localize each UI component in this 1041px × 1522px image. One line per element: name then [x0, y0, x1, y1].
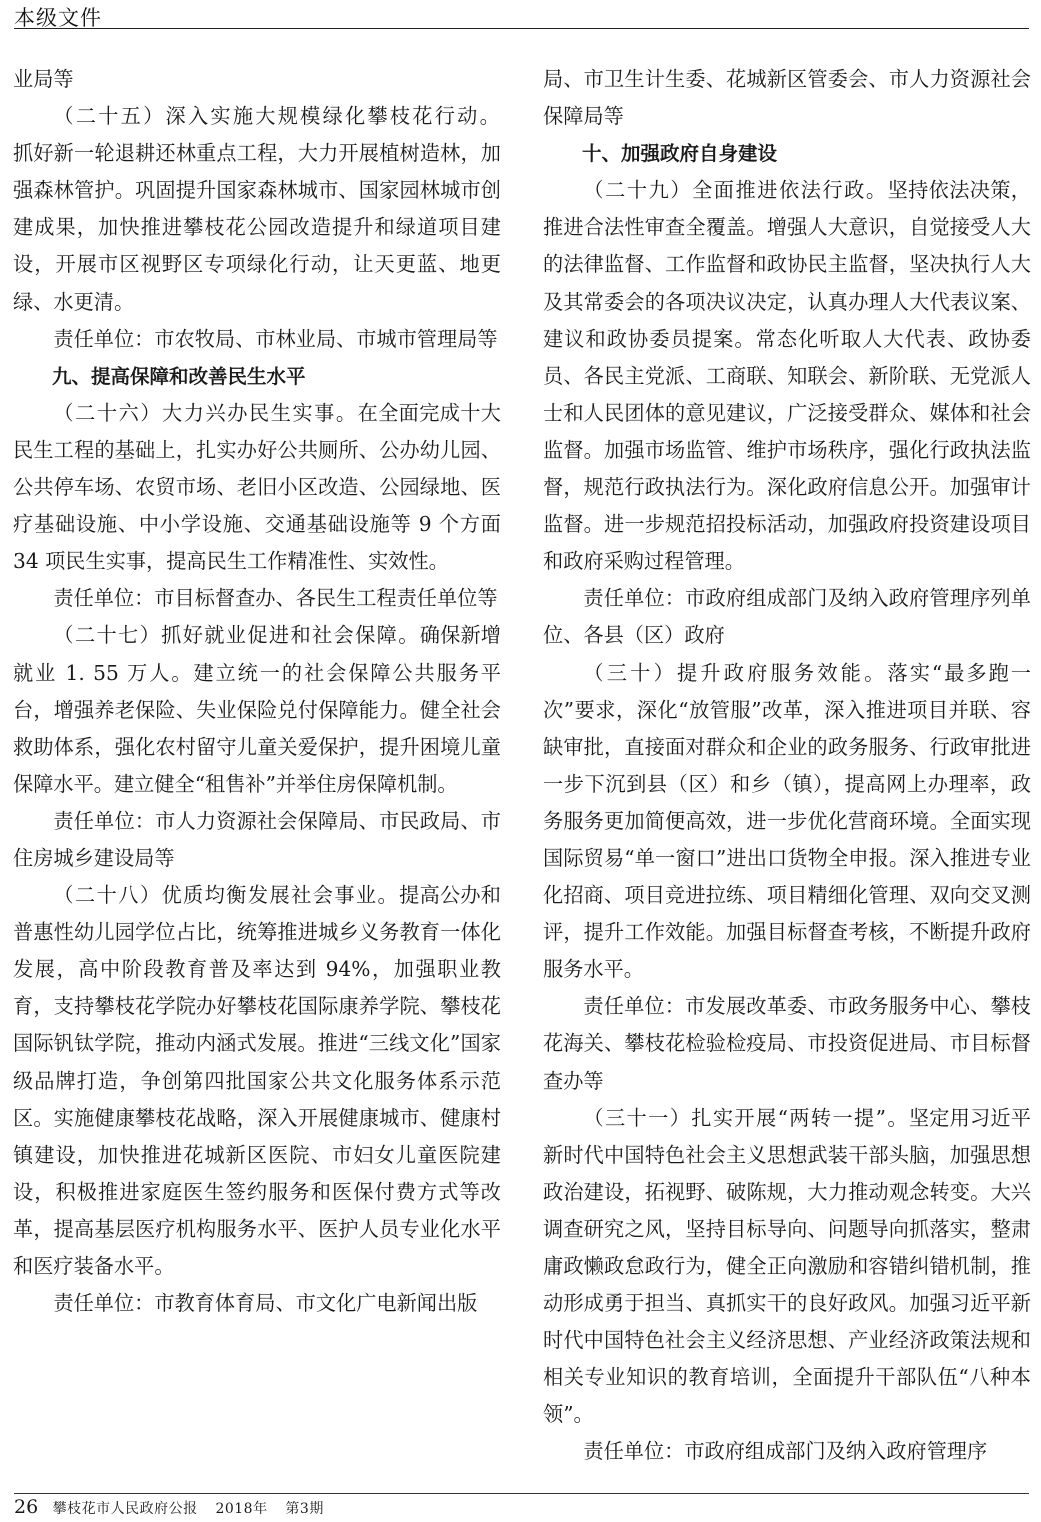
item-paragraph: [13, 98, 501, 321]
item-body: 坚定用习近平新时代中国特色社会主义思想武装干部头脑，加强思想政治建设，拓视野、破陈规，大力推动观念转变。大兴调查研究之风，坚持目标导向、问题导向抓落实，整肃庸政懒政怠政行为，健全正向激励和容错纠错机制，推动形成勇于担当、真抓实干的良好政风。加强习近平新时代中国特色社会主义经济思想、产业经济政策法规和相关专业知识的教育培训，全面提升干部队伍“八种本领”。: [543, 1105, 1031, 1427]
item-paragraph: [543, 1100, 1031, 1434]
responsible-units: 责任单位：市发展改革委、市政务服务中心、攀枝花海关、攀枝花检验检疫局、市投资促进局、市目标督查办等: [543, 994, 1031, 1093]
item-paragraph: [543, 172, 1031, 580]
responsible-units: 责任单位：市农牧局、市林业局、市城市管理局等: [53, 326, 498, 351]
item-body: 在全面完成十大民生工程的基础上，扎实办好公共厕所、公办幼儿园、公共停车场、农贸市场、老旧小区改造、公园绿地、医疗基础设施、中小学设施、交通基础设施等 9 个方面 34 项民生实事，提高民生工作精准性、实效性。: [13, 400, 501, 574]
right-column: [543, 61, 1031, 1471]
item-heading: （二十七）抓好就业促进和社会保障。: [53, 623, 420, 648]
publication-year: 2018年: [215, 1501, 268, 1517]
continued-text: 局、市卫生计生委、花城新区管委会、市人力资源社会保障局等: [543, 67, 1031, 129]
page-number: 26: [14, 1496, 39, 1518]
section-heading: 九、提高保障和改善民生水平: [52, 364, 306, 388]
item-paragraph: [543, 655, 1031, 989]
item-paragraph: [13, 395, 501, 580]
publication-issue: 第3期: [285, 1501, 324, 1517]
item-heading: （三十一）扎实开展“两转一提”。: [583, 1105, 909, 1130]
item-heading: （二十五）深入实施大规模绿化攀枝花行动。: [53, 104, 501, 129]
item-heading: （二十六）大力兴办民生实事。: [53, 400, 358, 425]
item-body: 提高公办和普惠性幼儿园学位占比，统筹推进城乡义务教育一体化发展，高中阶段教育普及率达到 94%，加强职业教育，支持攀枝花学院办好攀枝花国际康养学院、攀枝花国际钒钛学院，推动内涵式发展。推进“三线文化”国家级品牌打造，争创第四批国家公共文化服务体系示范区。实施健康攀枝花战略，深入开展健康城市、健康村镇建设，加快推进花城新区医院、市妇女儿童医院建设，积极推进家庭医生签约服务和医保付费方式等改革，提高基层医疗机构服务水平、医护人员专业化水平和医疗装备水平。: [13, 883, 501, 1278]
responsible-units: 责任单位：市人力资源社会保障局、市民政局、市住房城乡建设局等: [13, 808, 501, 870]
responsible-units: 责任单位：市教育体育局、市文化广电新闻出版: [53, 1291, 478, 1316]
responsible-units: 责任单位：市政府组成部门及纳入政府管理序: [583, 1439, 988, 1464]
item-paragraph: [13, 877, 501, 1285]
item-body: 抓好新一轮退耕还林重点工程，大力开展植树造林，加强森林管护。巩固提升国家森林城市、国家园林城市创建成果，加快推进攀枝花公园改造提升和绿道项目建设，开展市区视野区专项绿化行动，让天更蓝、地更绿、水更清。: [13, 141, 501, 314]
item-paragraph: [13, 617, 501, 802]
header-rule: [14, 28, 1029, 29]
item-body: 确保新增就业 1. 55 万人。建立统一的社会保障公共服务平台，增强养老保险、失业保险兑付保障能力。健全社会救助体系，强化农村留守儿童关爱保护，提升困境儿童保障水平。建立健全“租售补”并举住房保障机制。: [13, 623, 501, 796]
item-heading: （三十）提升政府服务效能。: [583, 660, 888, 685]
responsible-units: 责任单位：市目标督查办、各民生工程责任单位等: [53, 586, 498, 611]
item-body: 坚持依法决策，推进合法性审查全覆盖。增强人大意识，自觉接受人大的法律监督、工作监督和政协民主监督，坚决执行人大及其常委会的各项决议决定，认真办理人大代表议案、建议和政协委员提案。常态化听取人大代表、政协委员、各民主党派、工商联、知联会、新阶联、无党派人士和人民团体的意见建议，广泛接受群众、媒体和社会监督。加强市场监管、维护市场秩序，强化行政执法监督，规范行政执法行为。深化政府信息公开。加强审计监督。进一步规范招投标活动，加强政府投资建设项目和政府采购过程管理。: [543, 178, 1031, 574]
continued-text: 业局等: [13, 67, 74, 91]
left-column: [13, 61, 501, 1322]
item-heading: （二十八）优质均衡发展社会事业。: [53, 883, 400, 908]
publication-name: 攀枝花市人民政府公报: [52, 1501, 198, 1517]
footer-rule: [14, 1493, 1029, 1494]
item-heading: （二十九）全面推进依法行政。: [583, 178, 888, 203]
section-heading: 十、加强政府自身建设: [582, 142, 778, 166]
responsible-units: 责任单位：市政府组成部门及纳入政府管理序列单位、各县（区）政府: [543, 586, 1031, 648]
page-header-label: 本级文件: [14, 6, 102, 30]
item-body: 落实“最多跑一次”要求，深化“放管服”改革，深入推进项目并联、容缺审批，直接面对群众和企业的政务服务、行政审批进一步下沉到县（区）和乡（镇），提高网上办理率，政务服务更加简便高效，进一步优化营商环境。全面实现国际贸易“单一窗口”进出口货物全申报。深入推进专业化招商、项目竞进拉练、项目精细化管理、双向交叉测评，提升工作效能。加强目标督查考核，不断提升政府服务水平。: [543, 660, 1031, 982]
page-footer: [14, 1496, 324, 1518]
